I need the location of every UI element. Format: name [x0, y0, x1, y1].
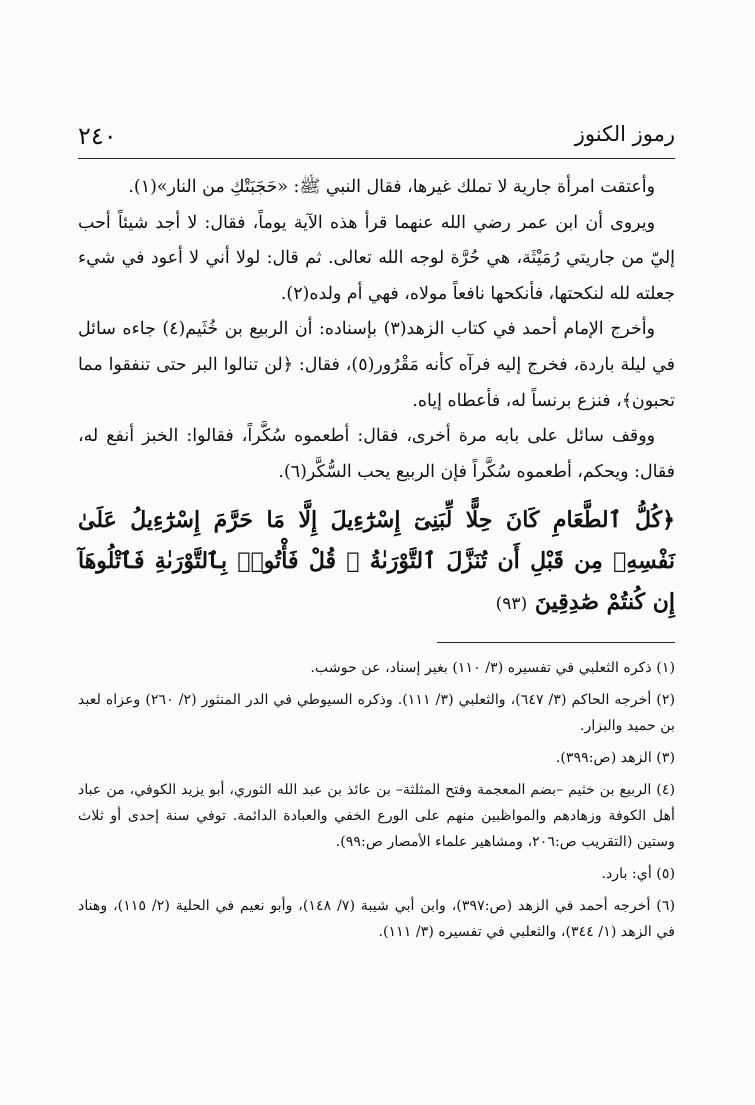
- page-header: [78, 122, 675, 158]
- running-title: رموز الكنوز: [574, 122, 675, 146]
- footnotes: [78, 655, 675, 951]
- footnote: [78, 745, 675, 771]
- footnote-text: أي: بارد.: [601, 866, 652, 882]
- footnote-label: (١): [656, 660, 675, 676]
- footnote: [78, 893, 675, 945]
- footnote-label: (٦): [656, 898, 675, 914]
- footnote-separator: [437, 642, 675, 643]
- footnote-text: أخرجه أحمد في الزهد (ص:٣٩٧)، وابن أبي شيبة (٧/ ١٤٨)، وأبو نعيم في الحلية (٢/ ١١٥)، وهناد في الزهد (١/ ٣٤٤)، والثعلبي في تفسيره (٣/ ١١١).: [78, 898, 675, 940]
- header-rule: [78, 158, 675, 159]
- paragraph: ويروى أن ابن عمر رضي الله عنهما قرأ هذه الآية يوماً، فقال: لا أجد شيئاً أحب إليّ من جاريتي رُمَيْثَة، هي حُرَّة لوجه الله تعالى. ثم قال: لولا أني لا أعود في شيء جعلته لله لنكحتها، فأنكحها نافعاً مولاه، فهي أم ولده(٢).: [78, 212, 675, 304]
- footnote-label: (٣): [656, 750, 675, 766]
- paragraph: وأعتقت امرأة جارية لا تملك غيرها، فقال النبي ﷺ: «حَجَبَتْكِ من النار»(١).: [128, 177, 655, 197]
- footnote: [78, 687, 675, 739]
- footnote: [78, 655, 675, 681]
- verse-number: (٩٣): [495, 594, 528, 615]
- footnote-text: الزهد (ص:٣٩٩).: [555, 750, 652, 766]
- footnote-text: أخرجه الحاكم (٣/ ٦٤٧)، والثعلبي (٣/ ١١١). وذكره السيوطي في الدر المنثور (٢/ ٢٦٠) وعزاه لعبد بن حميد والبزار.: [78, 692, 675, 734]
- page-number: ٢٤٠: [78, 122, 117, 150]
- verse-text: ﴿كُلُّ ٱلطَّعَامِ كَانَ حِلًّا لِّبَنِىٓ إِسْرَٰٓءِيلَ إِلَّا مَا حَرَّمَ إِسْرَٰٓءِيلُ عَلَىٰ نَفْسِهِۦ مِن قَبْلِ أَن تُنَزَّلَ ٱلتَّوْرَىٰةُ ۗ قُلْ فَأْتُوا۟ بِٱلتَّوْرَىٰةِ فَٱتْلُوهَآ إِن كُنتُمْ صَٰدِقِينَ: [78, 507, 675, 616]
- main-text: [78, 170, 675, 625]
- footnote: [78, 777, 675, 855]
- footnote-text: ذكره الثعلبي في تفسيره (٣/ ١١٠) بغير إسناد، عن حوشب.: [310, 660, 652, 676]
- paragraph: ووقف سائل على بابه مرة أخرى، فقال: أطعموه سُكَّراً، فقالوا: الخبز أنفع له، فقال: ويحكم، أطعموه سُكَّراً فإن الربيع يحب السُّكَّر(٦).: [78, 426, 675, 482]
- footnote: [78, 861, 675, 887]
- footnote-label: (٤): [656, 782, 675, 798]
- quran-verse: [78, 500, 675, 625]
- footnote-label: (٥): [656, 866, 675, 882]
- footnote-text: الربيع بن خثيم –بضم المعجمة وفتح المثلثة– بن عائذ بن عبد الله الثوري، أبو يزيد الكوفي، من عباد أهل الكوفة وزهادهم والمواظبين منهم على الورع الخفي والعبادة الدائمة. توفي سنة إحدى أو ثلاث وستين (التقريب ص:٢٠٦، ومشاهير علماء الأمصار ص:٩٩).: [78, 782, 675, 850]
- paragraph: وأخرج الإمام أحمد في كتاب الزهد(٣) بإسناده: أن الربيع بن خُثَيم(٤) جاءه سائل في ليلة باردة، فخرج إليه فرآه كأنه مَقْرُور(٥)، فقال: ﴿لن تنالوا البر حتى تنفقوا مما تحبون﴾، فنزع برنساً له، فأعطاه إياه.: [78, 319, 675, 411]
- footnote-label: (٢): [656, 692, 676, 708]
